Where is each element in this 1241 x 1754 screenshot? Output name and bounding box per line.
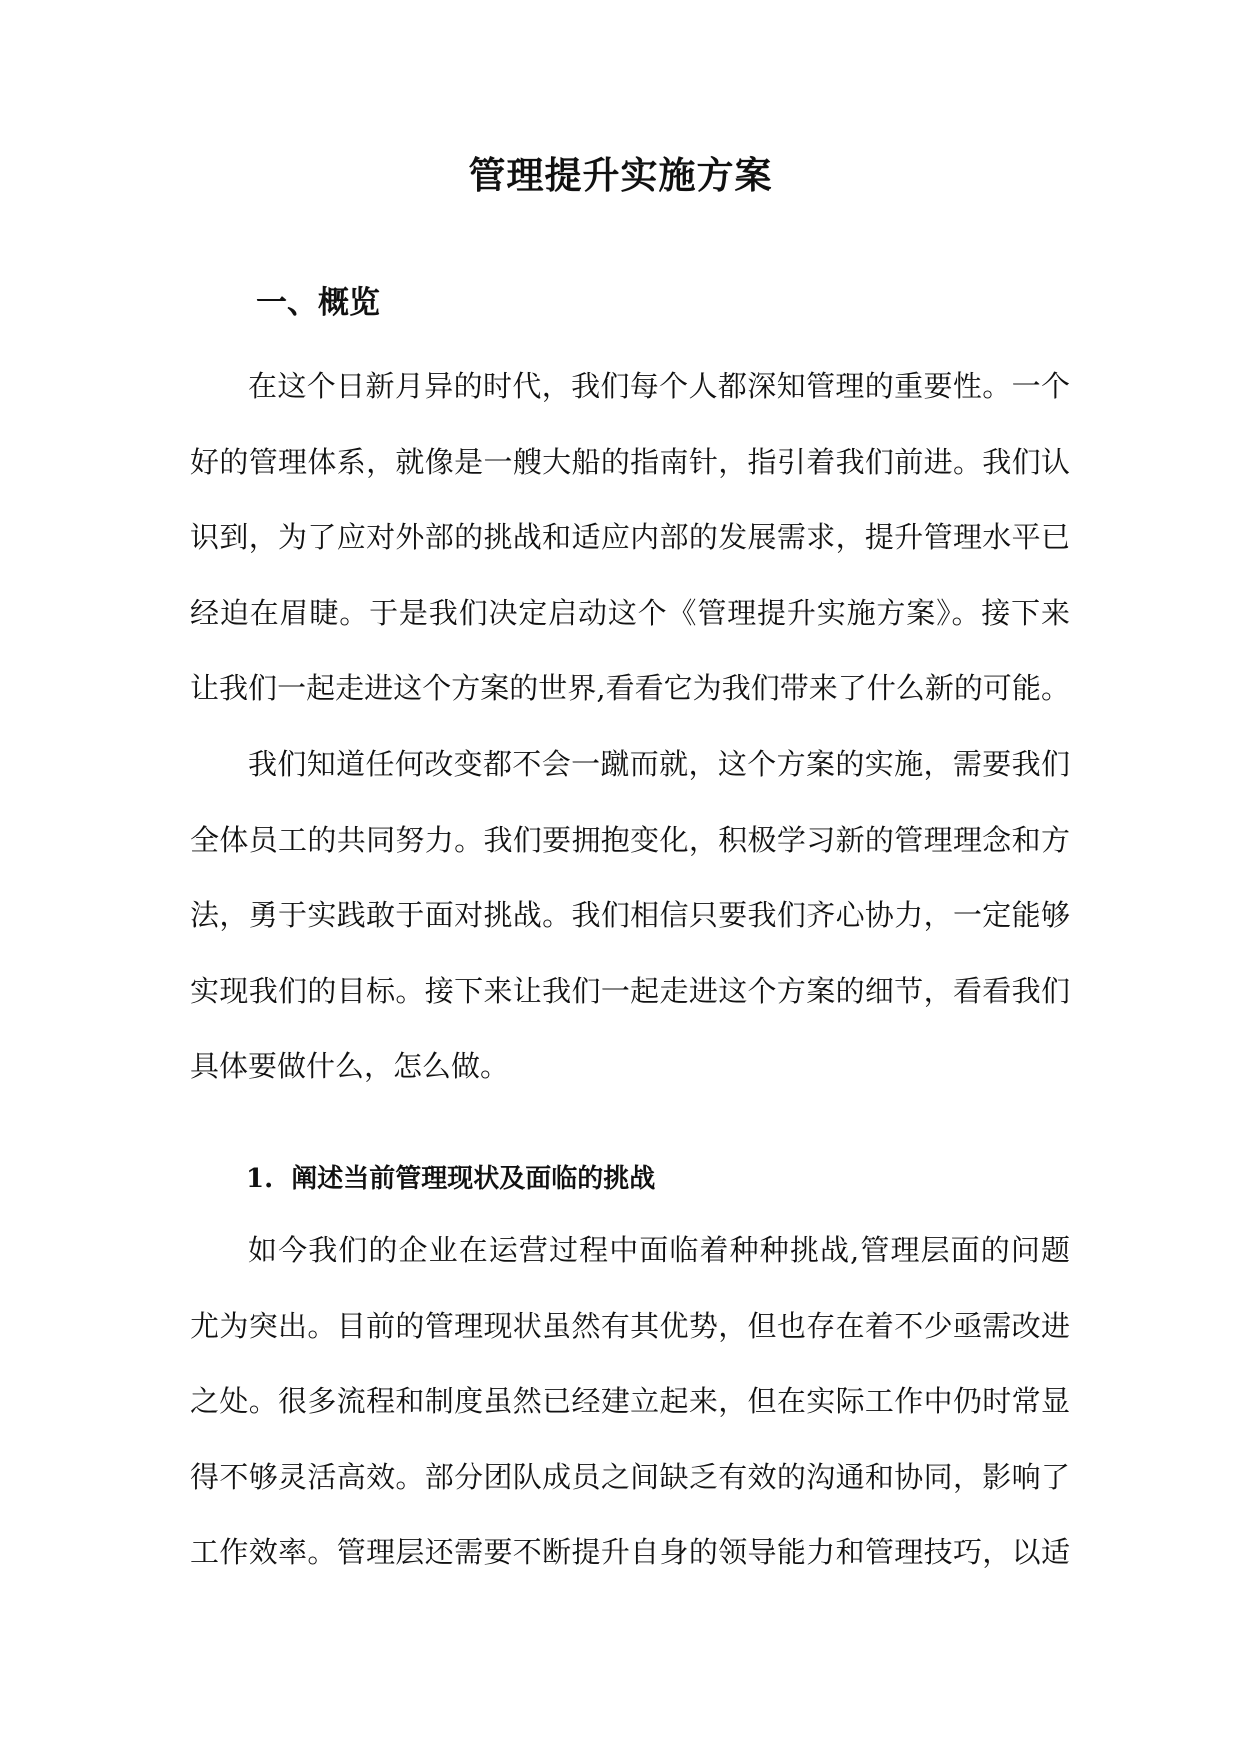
text-line: 如今我们的企业在运营过程中面临着种种挑战,管理层面的问题 (248, 1233, 1070, 1267)
document-title: 管理提升实施方案 (468, 153, 773, 197)
text-line: 经迫在眉睫。于是我们决定启动这个《管理提升实施方案》。接下来 (190, 595, 1070, 630)
current-status-paragraph (190, 1213, 1070, 1591)
overview-paragraph-2 (190, 727, 1070, 1105)
text-line: 之处。很多流程和制度虽然已经建立起来，但在实际工作中仍时常显 (190, 1384, 1070, 1418)
text-line: 法，勇于实践敢于面对挑战。我们相信只要我们齐心协力，一定能够 (190, 898, 1070, 932)
text-line: 具体要做什么，怎么做。 (190, 1049, 510, 1083)
text-line: 工作效率。管理层还需要不断提升自身的领导能力和管理技巧，以适 (190, 1535, 1070, 1569)
text-line: 在这个日新月异的时代，我们每个人都深知管理的重要性。一个 (248, 369, 1070, 403)
section-heading-overview: 一、概览 (256, 285, 380, 321)
text-line: 全体员工的共同努力。我们要拥抱变化，积极学习新的管理理念和方 (190, 822, 1070, 857)
overview-paragraph-1 (190, 349, 1070, 727)
text-line: 实现我们的目标。接下来让我们一起走进这个方案的细节，看看我们 (190, 973, 1070, 1008)
text-line: 让我们一起走进这个方案的世界,看看它为我们带来了什么新的可能。 (190, 671, 1070, 705)
subsection-heading-current-status: 1. 阐述当前管理现状及面临的挑战 (246, 1164, 656, 1194)
text-line: 得不够灵活高效。部分团队成员之间缺乏有效的沟通和协同，影响了 (190, 1459, 1070, 1494)
text-line: 尤为突出。目前的管理现状虽然有其优势，但也存在着不少亟需改进 (190, 1308, 1070, 1343)
text-line: 识到，为了应对外部的挑战和适应内部的发展需求，提升管理水平已 (190, 520, 1070, 554)
text-line: 我们知道任何改变都不会一蹴而就，这个方案的实施，需要我们 (248, 747, 1070, 781)
text-line: 好的管理体系，就像是一艘大船的指南针，指引着我们前进。我们认 (190, 444, 1070, 479)
